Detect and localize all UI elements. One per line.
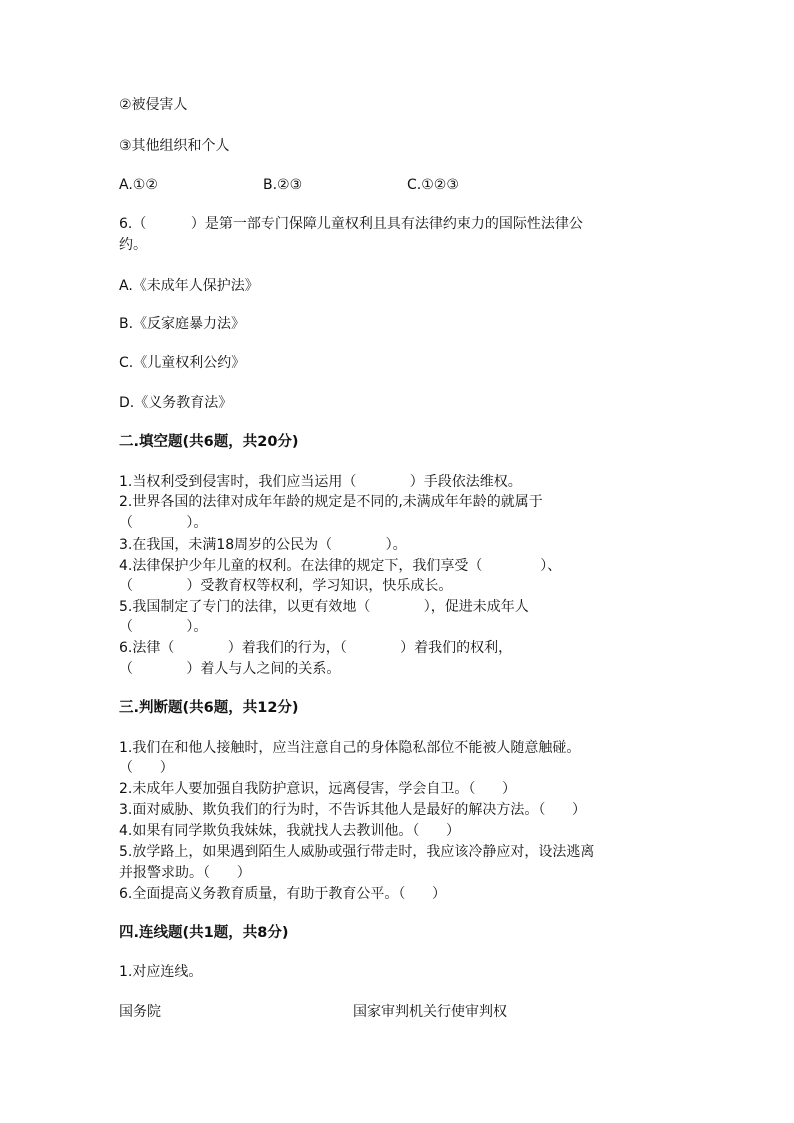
q5-option-b: B.②③ bbox=[263, 177, 303, 193]
q6-option-b: B.《反家庭暴力法》 bbox=[119, 316, 246, 332]
fill-line: 5.我国制定了专门的法律，以更有效地（ ），促进未成年人 bbox=[119, 599, 529, 615]
judge-line: 5.放学路上，如果遇到陌生人威胁或强行带走时，我应该冷静应对，设法逃离 bbox=[119, 844, 595, 860]
section-heading-true-false: 三.判断题(共6题，共12分) bbox=[119, 700, 299, 716]
fill-line: （ ）。 bbox=[119, 515, 208, 531]
q6-stem-line-2: 约。 bbox=[119, 237, 147, 253]
fill-line: （ ）着人与人之间的关系。 bbox=[119, 661, 341, 677]
judge-line: 4.如果有同学欺负我妹妹，我就找人去教训他。（ ） bbox=[119, 823, 461, 839]
q6-option-d: D.《义务教育法》 bbox=[119, 395, 233, 411]
q5-option-c: C.①②③ bbox=[407, 177, 459, 193]
section-heading-fill-in: 二.填空题(共6题，共20分) bbox=[119, 434, 299, 450]
judge-line: 2.未成年人要加强自我防护意识，远离侵害，学会自卫。（ ） bbox=[119, 781, 517, 797]
q5-option-a: A.①② bbox=[119, 177, 158, 193]
q6-option-c: C.《儿童权利公约》 bbox=[119, 355, 246, 371]
judge-line: 3.面对威胁、欺负我们的行为时，不告诉其他人是最好的解决方法。（ ） bbox=[119, 802, 587, 818]
q5-choice-item-3: ③其他组织和个人 bbox=[119, 138, 230, 154]
matching-question: 1.对应连线。 bbox=[119, 964, 203, 980]
fill-line: 2.世界各国的法律对成年年龄的规定是不同的,未满成年年龄的就属于 bbox=[119, 494, 543, 510]
judge-line: 6.全面提高义务教育质量，有助于教育公平。（ ） bbox=[119, 886, 447, 902]
fill-line: （ ）。 bbox=[119, 619, 208, 635]
matching-right-item: 国家审判机关行使审判权 bbox=[353, 1004, 507, 1020]
judge-line: （ ） bbox=[119, 760, 174, 776]
fill-line: 4.法律保护少年儿童的权利。在法律的规定下，我们享受（ ）、 bbox=[119, 558, 562, 574]
fill-line: 1.当权利受到侵害时，我们应当运用（ ）手段依法维权。 bbox=[119, 474, 522, 490]
section-heading-matching: 四.连线题(共1题，共8分) bbox=[119, 925, 289, 941]
matching-left-item: 国务院 bbox=[119, 1004, 161, 1020]
fill-line: （ ）受教育权等权利，学习知识，快乐成长。 bbox=[119, 578, 453, 594]
fill-line: 6.法律（ ）着我们的行为，（ ）着我们的权利， bbox=[119, 640, 513, 656]
judge-line: 1.我们在和他人接触时，应当注意自己的身体隐私部位不能被人随意触碰。 bbox=[119, 740, 581, 756]
q5-choice-item-2: ②被侵害人 bbox=[119, 97, 188, 113]
judge-line: 并报警求助。（ ） bbox=[119, 865, 251, 881]
q6-option-a: A.《未成年人保护法》 bbox=[119, 278, 259, 294]
q6-stem-line-1: 6.（ ）是第一部专门保障儿童权利且具有法律约束力的国际性法律公 bbox=[119, 216, 583, 232]
fill-line: 3.在我国，未满18周岁的公民为（ ）。 bbox=[119, 537, 407, 553]
